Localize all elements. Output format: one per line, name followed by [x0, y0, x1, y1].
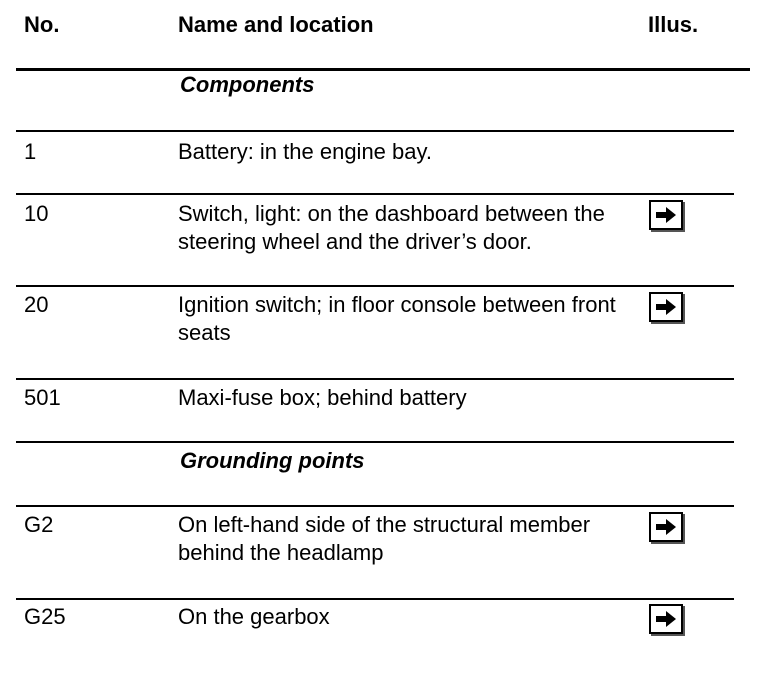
- row-divider: [16, 505, 734, 507]
- row-501-name: Maxi-fuse box; behind battery: [178, 385, 467, 410]
- header-divider: [16, 68, 750, 71]
- arrow-right-icon: [654, 205, 678, 225]
- row-divider: [16, 285, 734, 287]
- row-g25-name: On the gearbox: [178, 604, 330, 629]
- header-name-location: Name and location: [178, 12, 374, 37]
- row-10-illus-button[interactable]: [649, 200, 683, 230]
- arrow-right-icon: [654, 297, 678, 317]
- section-title-grounding-points: Grounding points: [180, 448, 365, 473]
- row-1-no: 1: [24, 139, 37, 164]
- row-g2-no: G2: [24, 512, 54, 537]
- row-10-name: Switch, light: on the dashboard between the steering wheel and the driver’s door.: [178, 201, 605, 254]
- header-no: No.: [24, 12, 60, 37]
- arrow-right-icon: [654, 609, 678, 629]
- row-divider: [16, 193, 734, 195]
- row-divider: [16, 441, 734, 443]
- row-g2-name: On left-hand side of the structural member behind the headlamp: [178, 512, 591, 565]
- row-divider: [16, 130, 734, 132]
- row-g25-illus-button[interactable]: [649, 604, 683, 634]
- row-g25-no: G25: [24, 604, 66, 629]
- row-20-no: 20: [24, 292, 49, 317]
- row-10-no: 10: [24, 201, 49, 226]
- row-20-name: Ignition switch; in floor console between front seats: [178, 292, 616, 345]
- header-illus: Illus.: [648, 12, 699, 37]
- row-20-illus-button[interactable]: [649, 292, 683, 322]
- section-title-components: Components: [180, 72, 315, 97]
- row-divider: [16, 378, 734, 380]
- row-divider: [16, 598, 734, 600]
- row-g2-illus-button[interactable]: [649, 512, 683, 542]
- row-501-no: 501: [24, 385, 61, 410]
- arrow-right-icon: [654, 517, 678, 537]
- row-1-name: Battery: in the engine bay.: [178, 139, 432, 164]
